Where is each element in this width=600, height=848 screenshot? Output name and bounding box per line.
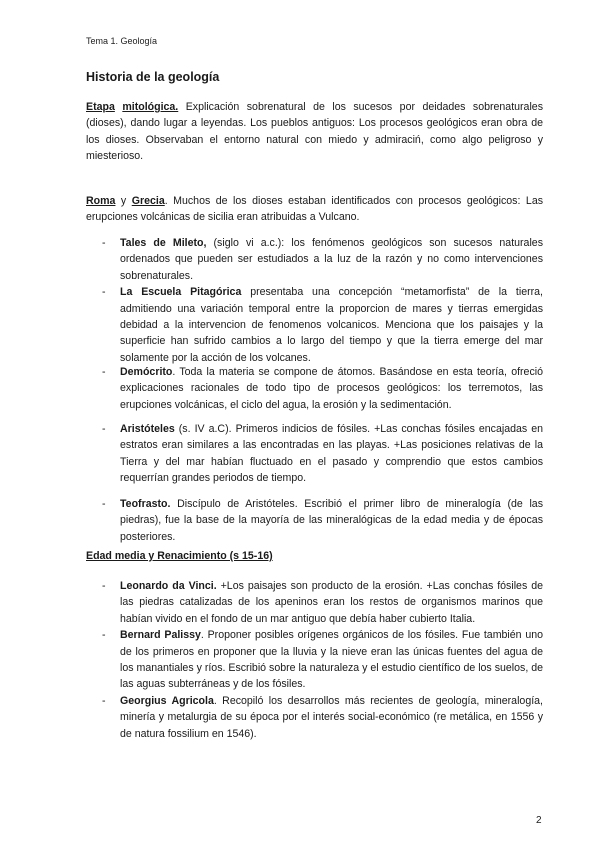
list-item-aristoteles <box>86 421 543 487</box>
item-name: Leonardo da Vinci. <box>120 580 217 592</box>
list-democrito <box>86 364 543 413</box>
dash-bullet: - <box>102 423 106 435</box>
item-text: . Recopiló los desarrollos más recientes de geología, mineralogía, minería y metalurgia de su época por el interés social-económico (re metálica, en 1556 y de natura fossilium en 1546). <box>120 694 543 740</box>
dash-bullet: - <box>102 286 106 299</box>
paragraph-roma-grecia <box>86 193 543 226</box>
list-item-democrito <box>86 364 543 413</box>
item-name: Tales de Mileto, <box>120 237 207 249</box>
term-mitologica: mitológica. <box>122 101 179 113</box>
item-text: (s. IV a.C). Primeros indicios de fósiles. +Las conchas fósiles encajadas en estratos eran similares a las encontradas en las playas. +Las posiciones relativas de la Tierra y del mar habían fluctuado en el pasado y comprendio que estos cambios requerrían grandes periodos de tiempo. <box>120 423 543 485</box>
paragraph-text: . Muchos de los dioses estaban identificados con procesos geológicos: Las erupciones volcánicas de sicilia eran atribuidas a Vulcano. <box>86 195 544 224</box>
page-number: 2 <box>536 815 542 826</box>
item-name: Bernard Palissy <box>120 629 201 642</box>
dash-bullet: - <box>102 366 106 378</box>
list-item-tales <box>86 235 543 284</box>
dash-bullet: - <box>102 694 106 707</box>
section-heading-edad-media: Edad media y Renacimiento (s 15-16) <box>86 550 273 562</box>
dash-bullet: - <box>102 580 106 592</box>
item-name: La Escuela Pitagórica <box>120 286 242 299</box>
list-teofrasto <box>86 496 543 545</box>
list-item-palissy <box>86 627 543 693</box>
item-name: Demócrito <box>120 366 173 378</box>
list-item-agricola <box>86 693 543 742</box>
item-name: Teofrasto. <box>120 498 171 510</box>
list-aristoteles <box>86 421 543 487</box>
item-text: +Los paisajes son producto de la erosión. +Las conchas fósiles de las piedras catalizadas de los apeninos eran los restos de organismos marinos que habían vivido en el fondo de un mar antiguo que debía haber cubierto Italia. <box>120 580 544 625</box>
dash-bullet: - <box>102 237 106 249</box>
dash-bullet: - <box>102 498 106 510</box>
item-name: Georgius Agricola <box>120 694 214 707</box>
item-text: Discípulo de Aristóteles. Escribió el primer libro de mineralogía (de las piedras), fue la base de la mayoría de las mineralógicas de la edad media y de épocas posteriores. <box>120 498 543 543</box>
item-text: (siglo vi a.c.): los fenómenos geológicos son sucesos naturales ordenados que pueden ser estudiados a la luz de la razón y no como intervenciones sobrenaturales. <box>120 237 543 282</box>
term-grecia: Grecia <box>131 195 165 207</box>
item-name: Aristóteles <box>120 423 175 435</box>
term-roma: Roma <box>86 195 116 207</box>
page-title: Historia de la geología <box>86 70 220 84</box>
list-item-leonardo <box>86 578 543 627</box>
paragraph-etapa-mitologica <box>86 99 543 165</box>
paragraph-text: Explicación sobrenatural de los sucesos por deidades sobrenaturales (dioses), dando lugar a leyendas. Los pueblos antiguos: Los procesos geológicos eran obra de los dioses. Observaban el entorno natural con miedo y admiraciń, como algo peligroso y miesterioso. <box>86 101 543 163</box>
item-text: . Toda la materia se compone de átomos. Basándose en esta teoría, ofreció explicaciones racionales de todo tipo de procesos geológicos: los terremotos, las erupciones volcánicas, el ciclo del agua, la erosión y la sedimentación. <box>120 366 543 411</box>
list-renaissance-figures <box>86 578 543 742</box>
item-text: presentaba una concepción “metamorfista” de la tierra, admitiendo una variación temporal entre la proporcion de mares y tierras emergidas debidad a la intervencion de fenomenos volcanicos. Menciona que los paisajes y la superficie han sufrido cambios a lo largo del tiempo y que la tierra emerge del mar solamente por la acción de los volcanes. <box>120 286 543 364</box>
connector: y <box>115 195 132 207</box>
running-header: Tema 1. Geología <box>86 36 158 46</box>
list-item-teofrasto <box>86 496 543 545</box>
term-etapa: Etapa <box>86 101 115 113</box>
item-text: . Proponer posibles orígenes orgánicos de los fósiles. Fue también uno de los primeros en proponer que la lluvia y la nieve eran las únicas fuentes del agua de los manantiales y ríos. Escribió sobre la naturaleza y el estudio científico de los suelos, de las aguas subterráneas y de los fósiles. <box>120 629 543 691</box>
list-item-pitagorica <box>86 284 543 366</box>
dash-bullet: - <box>102 629 106 642</box>
list-greek-philosophers-1 <box>86 235 543 366</box>
